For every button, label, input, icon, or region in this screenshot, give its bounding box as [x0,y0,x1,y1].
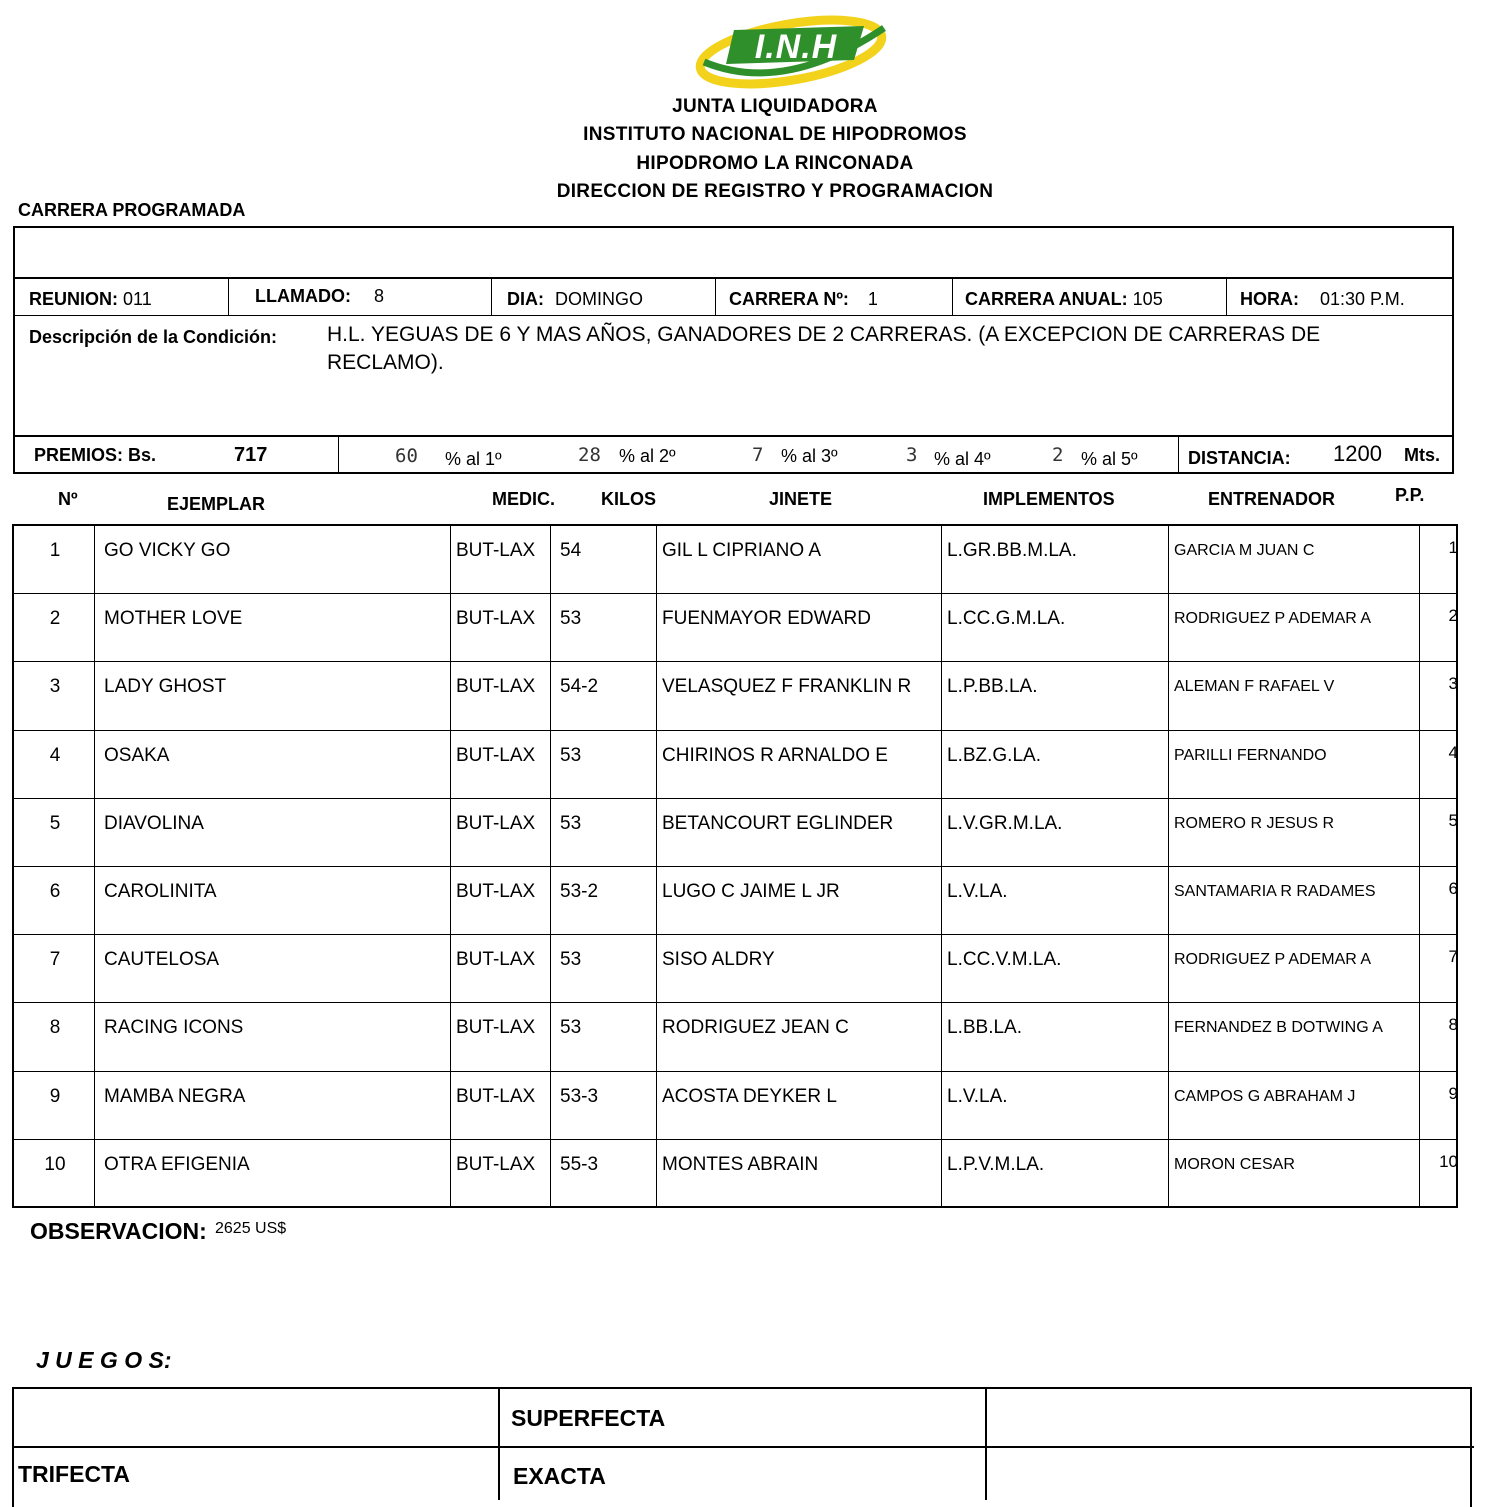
cell-horse: OSAKA [104,744,170,766]
cell-implements: L.P.V.M.LA. [947,1153,1045,1175]
cell-pp: 5 [1448,810,1458,830]
cell-kilos: 53 [560,1017,582,1039]
col-header-medic: MEDIC. [492,489,555,509]
cell-jockey: VELASQUEZ F FRANKLIN R [662,676,912,698]
cell-medic: BUT-LAX [456,949,536,971]
cell-medic: BUT-LAX [456,812,536,834]
cell-medic: BUT-LAX [456,676,536,698]
table-row [14,594,1456,662]
carrera-label: CARRERA Nº: [729,289,849,309]
cell-medic: BUT-LAX [456,1153,536,1175]
entries-table [12,524,1458,1208]
carrera-anual-label: CARRERA ANUAL: [965,289,1128,309]
col-header-num: Nº [58,489,78,509]
cell-jockey: FUENMAYOR EDWARD [662,608,871,630]
cell-horse: OTRA EFIGENIA [104,1153,250,1175]
prize-5-percent: 2 [1052,444,1064,466]
cell-jockey: GIL L CIPRIANO A [662,540,822,561]
inh-logo [664,0,918,106]
prize-3-label: % al 3º [781,446,838,466]
table-row [14,731,1456,799]
cell-medic: BUT-LAX [456,540,536,561]
cell-num: 7 [49,949,61,971]
cell-pp: 10 [1439,1151,1458,1171]
col-header-implements: IMPLEMENTOS [983,489,1115,509]
prizes-label: PREMIOS: Bs. [34,445,157,465]
col-header-trainer: ENTRENADOR [1208,489,1336,509]
cell-trainer: GARCIA M JUAN C [1174,542,1315,559]
cell-trainer: MORON CESAR [1174,1155,1295,1173]
dia-field [507,289,643,310]
table-row [14,1140,1456,1208]
cell-jockey: BETANCOURT EGLINDER [662,812,894,834]
prize-1-label: % al 1º [445,449,502,469]
table-row [14,662,1456,730]
cell-horse: CAUTELOSA [104,949,220,971]
cell-num: 1 [49,540,61,561]
cell-kilos: 53-2 [560,881,599,902]
prize-4-percent: 3 [906,444,918,466]
cell-pp: 2 [1448,606,1458,626]
reunion-label: REUNION: [29,289,118,309]
table-row [14,867,1456,935]
cell-num: 9 [49,1085,61,1107]
carrera-anual-field [965,289,1163,310]
distance-unit: Mts. [1404,445,1440,465]
llamado-field [255,286,384,307]
reunion-value: 011 [123,289,152,309]
cell-medic: BUT-LAX [456,744,536,766]
header-line-2: INSTITUTO NACIONAL DE HIPODROMOS [583,124,967,145]
cell-num: 4 [49,744,61,766]
header-line-1: JUNTA LIQUIDADORA [672,96,878,117]
cell-kilos: 55-3 [560,1153,599,1175]
section-label: CARRERA PROGRAMADA [18,200,246,220]
cell-pp: 8 [1448,1015,1458,1035]
condition-line-2: RECLAMO). [327,351,444,374]
cell-trainer: ROMERO R JESUS R [1174,814,1335,832]
cell-pp: 4 [1448,742,1458,762]
cell-trainer: RODRIGUEZ P ADEMAR A [1174,610,1372,628]
cell-implements: L.CC.V.M.LA. [947,949,1062,971]
cell-implements: L.BZ.G.LA. [947,744,1041,766]
prize-2-label: % al 2º [619,446,676,466]
cell-kilos: 53 [560,608,582,630]
cell-pp: 6 [1448,879,1458,898]
table-row [14,526,1456,594]
cell-trainer: ALEMAN F RAFAEL V [1174,678,1335,696]
cell-kilos: 53 [560,812,582,834]
carrera-field [729,289,878,310]
distance-label: DISTANCIA: [1188,448,1291,468]
cell-kilos: 54-2 [560,676,599,698]
cell-horse: DIAVOLINA [104,812,204,834]
cell-num: 2 [49,608,61,630]
cell-implements: L.V.LA. [947,1085,1008,1107]
cell-pp: 3 [1448,674,1458,694]
table-row [14,1072,1456,1140]
col-header-kilos: KILOS [601,489,657,509]
cell-trainer: PARILLI FERNANDO [1174,746,1327,764]
cell-medic: BUT-LAX [456,881,536,902]
reunion-field [29,289,152,310]
cell-jockey: LUGO C JAIME L JR [662,881,840,902]
hora-value: 01:30 P.M. [1320,289,1405,309]
cell-medic: BUT-LAX [456,1017,536,1039]
cell-medic: BUT-LAX [456,608,536,630]
table-row [14,935,1456,1003]
cell-implements: L.P.BB.LA. [947,676,1038,698]
prizes-amount: 717 [234,444,268,466]
cell-horse: CAROLINITA [104,881,217,902]
logo-text: I.N.H [754,28,838,66]
prize-3-percent: 7 [752,444,764,466]
prize-1-percent: 60 [395,445,418,467]
col-header-jockey: JINETE [769,489,833,509]
cell-jockey: MONTES ABRAIN [662,1153,819,1175]
cell-horse: MAMBA NEGRA [104,1085,246,1107]
cell-horse: GO VICKY GO [104,540,231,561]
carrera-anual-value: 105 [1132,289,1163,309]
game-superfecta: SUPERFECTA [511,1405,666,1431]
cell-horse: LADY GHOST [104,676,227,698]
prize-4-label: % al 4º [934,449,991,469]
cell-num: 10 [44,1153,66,1175]
game-trifecta: TRIFECTA [18,1461,131,1487]
cell-implements: L.BB.LA. [947,1017,1022,1039]
cell-implements: L.GR.BB.M.LA. [947,540,1077,561]
distance-value: 1200 [1333,441,1382,466]
observation-value: 2625 US$ [215,1220,287,1237]
dia-value: DOMINGO [555,289,644,309]
llamado-label: LLAMADO: [255,286,351,306]
table-row [14,1003,1456,1071]
prize-2-percent: 28 [578,444,601,466]
cell-implements: L.V.LA. [947,881,1008,902]
cell-kilos: 54 [560,540,582,561]
cell-num: 3 [49,676,61,698]
col-header-pp: P.P. [1395,485,1425,505]
game-exacta: EXACTA [513,1463,606,1489]
cell-kilos: 53-3 [560,1085,599,1107]
cell-trainer: SANTAMARIA R RADAMES [1174,883,1376,900]
condition-label: Descripción de la Condición: [29,327,278,347]
cell-implements: L.CC.G.M.LA. [947,608,1066,630]
cell-kilos: 53 [560,744,582,766]
cell-num: 8 [49,1017,61,1039]
cell-horse: MOTHER LOVE [104,608,243,630]
cell-jockey: CHIRINOS R ARNALDO E [662,744,888,766]
col-header-horse: EJEMPLAR [167,494,266,514]
cell-pp: 7 [1448,947,1458,967]
cell-pp: 9 [1448,1083,1458,1103]
prize-5-label: % al 5º [1081,449,1138,469]
cell-medic: BUT-LAX [456,1085,536,1107]
hora-label: HORA: [1240,289,1299,309]
dia-label: DIA: [507,289,544,309]
cell-trainer: FERNANDEZ B DOTWING A [1174,1019,1383,1037]
cell-num: 5 [49,812,61,834]
table-row [14,799,1456,867]
cell-pp: 1 [1448,538,1458,557]
condition-line-1: H.L. YEGUAS DE 6 Y MAS AÑOS, GANADORES DE 2 CARRERAS. (A EXCEPCION DE CARRERAS DE [327,323,1321,346]
hora-field [1240,289,1405,310]
cell-kilos: 53 [560,949,582,971]
carrera-value: 1 [867,289,878,309]
header-line-4: DIRECCION DE REGISTRO Y PROGRAMACION [556,181,994,202]
games-label: J U E G O S: [36,1347,172,1373]
cell-implements: L.V.GR.M.LA. [947,812,1063,834]
cell-trainer: CAMPOS G ABRAHAM J [1174,1087,1356,1105]
llamado-value: 8 [374,286,385,306]
cell-num: 6 [49,881,61,902]
cell-jockey: ACOSTA DEYKER L [662,1085,837,1107]
observation-label: OBSERVACION: [30,1218,207,1244]
cell-horse: RACING ICONS [104,1017,244,1039]
cell-jockey: SISO ALDRY [662,949,775,971]
cell-trainer: RODRIGUEZ P ADEMAR A [1174,951,1372,969]
header-line-3: HIPODROMO LA RINCONADA [636,153,914,174]
cell-jockey: RODRIGUEZ JEAN C [662,1017,849,1039]
